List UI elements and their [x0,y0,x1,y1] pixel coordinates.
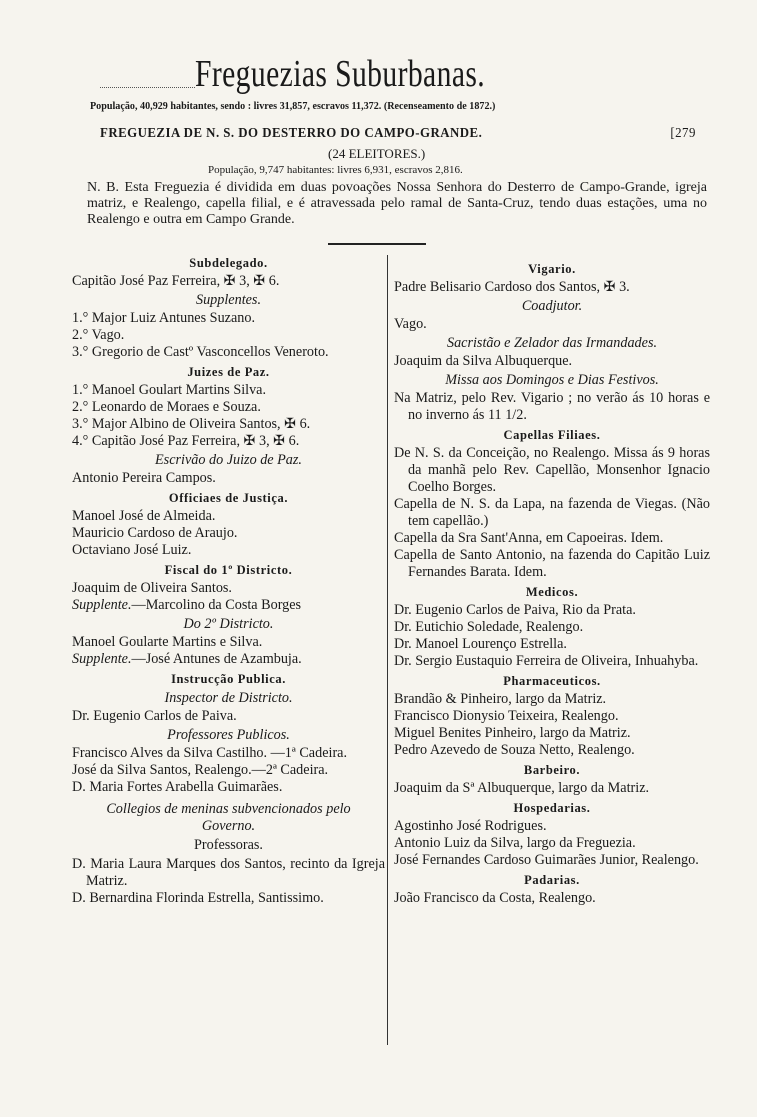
entry-hospedaria: Agostinho José Rodrigues. [394,818,547,834]
entry-capella: De N. S. da Conceição, no Realengo. Missa ás 9 horas da manhã pelo Rev. Capellão, Monsenhor Ignacio Coelho Borges. [394,445,710,495]
heading-escrivao: Escrivão do Juizo de Paz. [155,452,302,468]
entry-juiz: 2.° Leonardo de Moraes e Souza. [72,399,261,415]
supplente-name: —Marcolino da Costa Borges [131,597,302,613]
entry-medico: Dr. Manoel Lourenço Estrella. [394,636,567,652]
entry-professora: D. Maria Laura Marques dos Santos, recinto da Igreja Matriz. [72,856,385,889]
column-divider [387,255,388,1045]
entry-padaria: João Francisco da Costa, Realengo. [394,890,596,906]
entry-official: Manoel José de Almeida. [72,508,216,524]
entry-vigario: Padre Belisario Cardoso dos Santos, ✠ 3. [394,279,630,295]
heading-pharmaceuticos: Pharmaceuticos. [503,674,601,688]
entry-subdelegado: Capitão José Paz Ferreira, ✠ 3, ✠ 6. [72,273,280,289]
title-leader-dots [100,87,195,88]
entry-official: Mauricio Cardoso de Araujo. [72,525,238,541]
heading-vigario: Vigario. [528,262,576,276]
heading-barbeiro: Barbeiro. [523,763,581,777]
entry-professor: Francisco Alves da Silva Castilho. —1ª Cadeira. [72,745,348,761]
entry-supplente: 1.° Major Luiz Antunes Suzano. [72,310,255,326]
heading-hospedarias: Hospedarias. [513,801,591,815]
heading-instrucao: Instrucção Publica. [171,672,286,686]
entry-fiscal-1: Joaquim de Oliveira Santos. [72,580,232,596]
entry-official: Octaviano José Luiz. [72,542,192,558]
entry-capella: Capella da Sra Sant'Anna, em Capoeiras. Idem. [394,530,664,546]
electors-count: (24 ELEITORES.) [328,146,426,161]
entry-professora: D. Bernardina Florinda Estrella, Santissimo. [72,890,324,906]
population-summary: População, 40,929 habitantes, sendo : livres 31,857, escravos 11,372. (Recenseamento de 1872.) [90,100,496,112]
heading-officiaes: Officiaes de Justiça. [168,491,289,505]
entry-medico: Dr. Eugenio Carlos de Paiva, Rio da Prata. [394,602,636,618]
heading-fiscal-1: Fiscal do 1º Districto. [164,563,293,577]
entry-pharmaceutico: Miguel Benites Pinheiro, largo da Matriz. [394,725,631,741]
heading-professoras: Professoras. [194,837,263,853]
page-reference: [279 [670,126,696,141]
entry-pharmaceutico: Francisco Dionysio Teixeira, Realengo. [394,708,619,724]
entry-hospedaria: Antonio Luiz da Silva, largo da Freguezia. [394,835,636,851]
entry-inspector: Dr. Eugenio Carlos de Paiva. [72,708,237,724]
entry-pharmaceutico: Pedro Azevedo de Souza Netto, Realengo. [394,742,635,758]
heading-coadjutor: Coadjutor. [521,298,583,314]
entry-capella: Capella de N. S. da Lapa, na fazenda de Viegas. (Não tem capellão.) [394,496,710,529]
right-column [394,258,710,907]
parish-heading [100,126,696,142]
entry-juiz: 3.° Major Albino de Oliveira Santos, ✠ 6. [72,416,311,432]
heading-collegios: Collegios de meninas subvencionados pelo Governo. [106,801,351,834]
entry-fiscal-2: Manoel Goularte Martins e Silva. [72,634,263,650]
entry-fiscal-1-supplente [72,597,385,614]
entry-fiscal-2-supplente [72,651,385,668]
entry-supplente: 3.° Gregorio de Castº Vasconcellos Veneroto. [72,344,329,360]
heading-sacristao: Sacristão e Zelador das Irmandades. [446,335,658,351]
supplente-name: —José Antunes de Azambuja. [131,651,302,667]
entry-escrivao: Antonio Pereira Campos. [72,470,216,486]
section-divider [328,243,426,245]
entry-supplente: 2.° Vago. [72,327,125,343]
heading-capellas: Capellas Filiaes. [503,428,601,442]
supplente-label: Supplente. [72,597,132,613]
heading-subdelegado: Subdelegado. [189,256,268,270]
heading-missa: Missa aos Domingos e Dias Festivos. [445,372,659,388]
heading-medicos: Medicos. [525,585,579,599]
left-column [72,252,385,907]
entry-professor: José da Silva Santos, Realengo.—2ª Cadeira. [72,762,329,778]
entry-capella: Capella de Santo Antonio, na fazenda do Capitão Luiz Fernandes Barata. Idem. [394,547,710,580]
heading-inspector: Inspector de Districto. [164,690,293,706]
entry-barbeiro: Joaquim da Sª Albuquerque, largo da Matriz. [394,780,650,796]
heading-padarias: Padarias. [524,873,580,887]
entry-coadjutor: Vago. [394,316,427,332]
parish-note: N. B. Esta Freguezia é dividida em duas povoações Nossa Senhora do Desterro de Campo-Grande, igreja matriz, e Realengo, capella filial, e é atravessada pelo ramal de Santa-Cruz, tendo duas estações, uma no Realengo e outra em Campo Grande. [87,180,707,227]
entry-sacristao: Joaquim da Silva Albuquerque. [394,353,573,369]
supplente-label: Supplente. [72,651,132,667]
entry-missa: Na Matriz, pelo Rev. Vigario ; no verão ás 10 horas e no inverno ás 11 1/2. [394,390,710,423]
entry-juiz: 1.° Manoel Goulart Martins Silva. [72,382,267,398]
heading-supplentes: Supplentes. [195,292,261,308]
heading-fiscal-2: Do 2º Districto. [183,616,274,632]
parish-heading-text: FREGUEZIA DE N. S. DO DESTERRO DO CAMPO-GRANDE. [100,126,483,141]
heading-juizes: Juizes de Paz. [187,365,270,379]
parish-population: População, 9,747 habitantes: livres 6,931, escravos 2,816. [208,164,463,176]
entry-hospedaria: José Fernandes Cardoso Guimarães Junior, Realengo. [394,852,699,868]
entry-professor: D. Maria Fortes Arabella Guimarães. [72,779,283,795]
heading-professores: Professores Publicos. [167,727,290,743]
entry-juiz: 4.° Capitão José Paz Ferreira, ✠ 3, ✠ 6. [72,433,300,449]
entry-pharmaceutico: Brandão & Pinheiro, largo da Matriz. [394,691,607,707]
page-title: Freguezias Suburbanas. [195,53,486,95]
entry-medico: Dr. Eutichio Soledade, Realengo. [394,619,584,635]
entry-medico: Dr. Sergio Eustaquio Ferreira de Oliveira, Inhuahyba. [394,653,699,669]
